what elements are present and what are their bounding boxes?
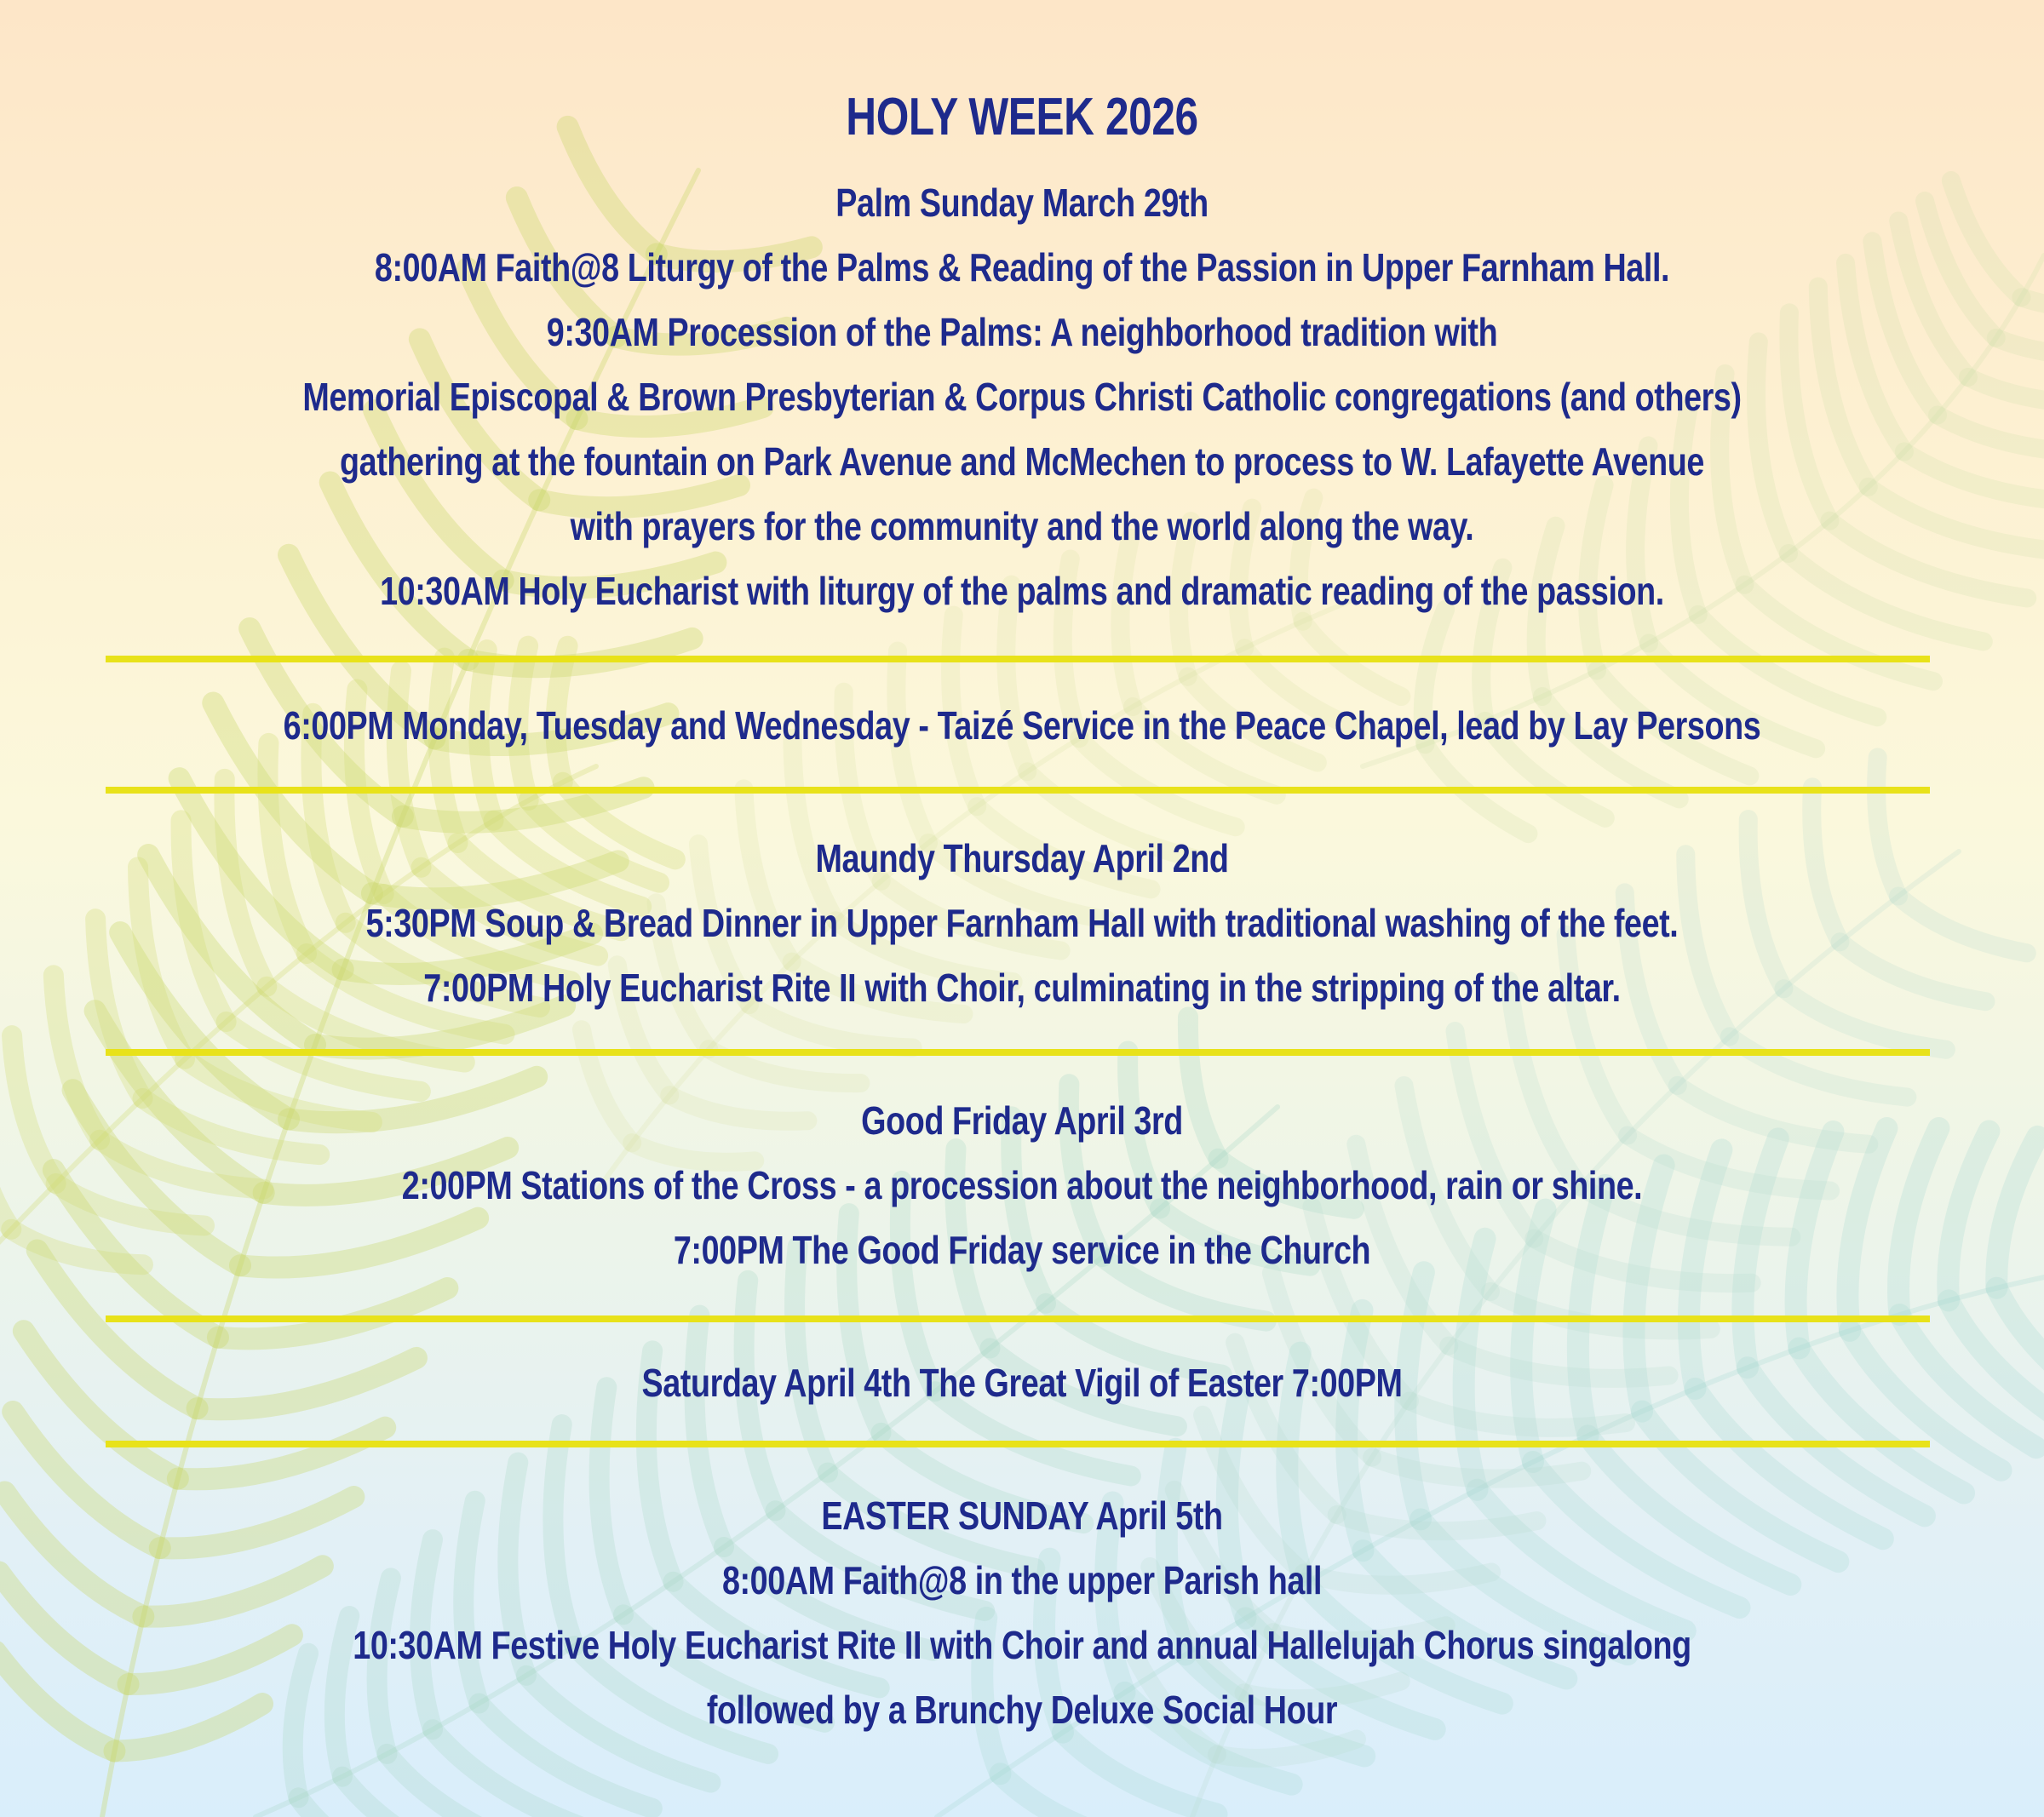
section-divider bbox=[106, 787, 1930, 794]
maundy-thursday-line: 7:00PM Holy Eucharist Rite II with Choir, culminating in the stripping of the altar. bbox=[423, 966, 1621, 1010]
easter-sunday-heading: EASTER SUNDAY April 5th bbox=[821, 1493, 1223, 1538]
palm-sunday-line: 9:30AM Procession of the Palms: A neighborhood tradition with bbox=[546, 310, 1498, 354]
easter-sunday-line: followed by a Brunchy Deluxe Social Hour bbox=[706, 1688, 1338, 1732]
maundy-thursday-heading: Maundy Thursday April 2nd bbox=[815, 836, 1229, 880]
easter-sunday-line: 10:30AM Festive Holy Eucharist Rite II with Choir and annual Hallelujah Chorus singalong bbox=[353, 1623, 1691, 1667]
easter-sunday-line: 8:00AM Faith@8 in the upper Parish hall bbox=[721, 1558, 1323, 1602]
palm-sunday-line: 10:30AM Holy Eucharist with liturgy of the palms and dramatic reading of the passion. bbox=[380, 569, 1664, 613]
section-divider bbox=[106, 1441, 1930, 1447]
palm-sunday-line: with prayers for the community and the world along the way. bbox=[570, 504, 1474, 548]
palm-sunday-heading: Palm Sunday March 29th bbox=[835, 181, 1209, 225]
palm-sunday-line: 8:00AM Faith@8 Liturgy of the Palms & Reading of the Passion in Upper Farnham Hall. bbox=[374, 245, 1670, 289]
good-friday-line: 7:00PM The Good Friday service in the Church bbox=[673, 1228, 1371, 1272]
section-divider bbox=[106, 1315, 1930, 1322]
good-friday-heading: Good Friday April 3rd bbox=[861, 1098, 1183, 1143]
maundy-thursday-line: 5:30PM Soup & Bread Dinner in Upper Farnham Hall with traditional washing of the feet. bbox=[365, 901, 1679, 945]
good-friday-line: 2:00PM Stations of the Cross - a procession about the neighborhood, rain or shine. bbox=[401, 1163, 1643, 1207]
section-divider bbox=[106, 1049, 1930, 1056]
weekday-taize-line: 6:00PM Monday, Tuesday and Wednesday - Taizé Service in the Peace Chapel, lead by Lay Persons bbox=[283, 703, 1761, 748]
page-title: HOLY WEEK 2026 bbox=[846, 88, 1198, 146]
palm-sunday-line: Memorial Episcopal & Brown Presbyterian & Corpus Christi Catholic congregations (and others) bbox=[302, 375, 1742, 419]
palm-sunday-line: gathering at the fountain on Park Avenue and McMechen to process to W. Lafayette Avenue bbox=[340, 439, 1704, 484]
saturday-vigil-line: Saturday April 4th The Great Vigil of Easter 7:00PM bbox=[641, 1361, 1403, 1405]
section-divider bbox=[106, 656, 1930, 662]
